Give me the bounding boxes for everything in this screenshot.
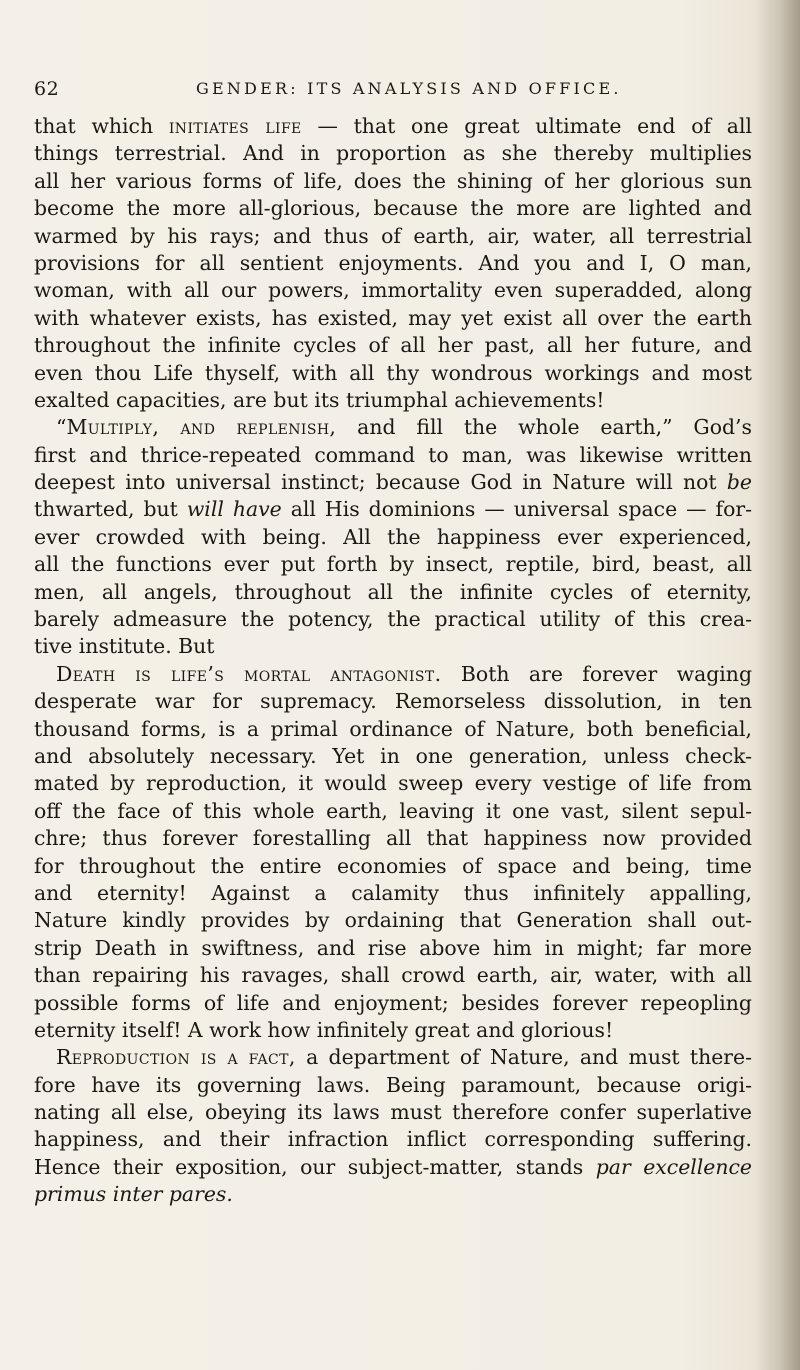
text-line	[34, 195, 752, 222]
text-run: become the more all-glorious, because the more are lighted and	[34, 196, 752, 221]
text-line	[34, 387, 752, 414]
text-run: for throughout the entire economies of space and being, time	[34, 853, 752, 878]
italic-run: will have	[186, 497, 282, 522]
text-run: things terrestrial. And in proportion as she thereby multiplies	[34, 141, 752, 166]
text-line	[34, 1154, 752, 1181]
text-line	[34, 579, 752, 606]
text-run: thwarted, but	[34, 497, 187, 522]
page-gutter-shadow	[754, 0, 800, 1370]
text-line	[34, 633, 752, 660]
text-line	[34, 414, 752, 441]
text-run: throughout the infinite cycles of all her past, all her future, and	[34, 333, 752, 358]
text-run: Hence their exposition, our subject-matter, stands	[34, 1154, 596, 1179]
text-run: that which	[34, 114, 169, 138]
text-run: warmed by his rays; and thus of earth, air, water, all terrestrial	[34, 223, 752, 248]
text-line	[34, 798, 752, 825]
text-run: and fill the whole earth,” God’s	[336, 415, 752, 440]
text-line	[34, 962, 752, 989]
text-run: fore have its governing laws. Being paramount, because origi-	[34, 1072, 752, 1097]
small-caps-run: Death is life’s mortal antagonist.	[56, 661, 442, 686]
text-line	[34, 250, 752, 277]
text-run: all her various forms of life, does the shining of her glorious sun	[34, 168, 752, 193]
text-line	[34, 661, 752, 688]
text-run: Both are forever waging	[441, 661, 752, 686]
text-run: — that one great ultimate end of all	[301, 114, 752, 138]
text-run: thousand forms, is a primal ordinance of Nature, both beneficial,	[34, 716, 752, 741]
text-line	[34, 360, 752, 387]
text-line	[34, 907, 752, 934]
text-line	[34, 277, 752, 304]
text-line	[34, 223, 752, 250]
text-line	[34, 551, 752, 578]
italic-run: be	[726, 470, 752, 495]
text-run: all His dominions — universal space — for-	[281, 497, 752, 522]
text-run: chre; thus forever forestalling all that happiness now provided	[34, 826, 752, 851]
text-run: first and thrice-repeated command to man, was likewise written	[34, 442, 752, 467]
text-run: woman, with all our powers, immortality even superadded, along	[34, 278, 752, 303]
text-run: barely admeasure the potency, the practical utility of this crea-	[34, 607, 752, 632]
small-caps-run: initiates life	[168, 114, 302, 138]
text-run: eternity itself! A work how infinitely great and glorious!	[34, 1017, 614, 1042]
text-line	[34, 496, 752, 523]
text-line	[34, 305, 752, 332]
text-run: even thou Life thyself, with all thy wondrous workings and most	[34, 360, 752, 385]
italic-run: par excellence	[595, 1154, 752, 1179]
text-run: ever crowded with being. All the happiness ever experienced,	[34, 524, 752, 549]
text-run: happiness, and their infraction inflict corresponding suffering.	[34, 1127, 752, 1152]
text-run: tive institute. But	[34, 634, 215, 659]
text-run: men, all angels, throughout all the infinite cycles of eternity,	[34, 579, 752, 604]
text-run: and absolutely necessary. Yet in one generation, unless check-	[34, 743, 752, 768]
text-line	[34, 935, 752, 962]
text-run: mated by reproduction, it would sweep every vestige of life from	[34, 771, 752, 796]
body-text	[34, 113, 752, 1209]
text-line	[34, 113, 752, 140]
text-line	[34, 1181, 752, 1208]
paragraph	[34, 661, 752, 1044]
text-line	[34, 990, 752, 1017]
text-run: possible forms of life and enjoyment; besides forever repeopling	[34, 990, 752, 1015]
text-line	[34, 825, 752, 852]
text-run: nating all else, obeying its laws must therefore confer superlative	[34, 1100, 752, 1125]
text-line	[34, 1099, 752, 1126]
text-run: off the face of this whole earth, leaving it one vast, silent sepul-	[34, 798, 752, 823]
text-run: strip Death in swiftness, and rise above him in might; far more	[34, 935, 752, 960]
text-run: “	[56, 415, 67, 440]
text-line	[34, 140, 752, 167]
small-caps-run: Reproduction is a fact,	[56, 1045, 296, 1070]
text-line	[34, 442, 752, 469]
text-line	[34, 469, 752, 496]
text-run: exalted capacities, are but its triumphal achievements!	[34, 387, 605, 412]
text-line	[34, 606, 752, 633]
text-run: than repairing his ravages, shall crowd earth, air, water, with all	[34, 963, 752, 988]
text-line	[34, 1072, 752, 1099]
text-line	[34, 688, 752, 715]
paragraph	[34, 414, 752, 661]
text-line	[34, 1126, 752, 1153]
small-caps-run: Multiply, and replenish,	[66, 415, 337, 440]
text-line	[34, 743, 752, 770]
text-line	[34, 770, 752, 797]
paragraph	[34, 113, 752, 414]
text-run: a department of Nature, and must there-	[295, 1045, 752, 1070]
text-run: desperate war for supremacy. Remorseless dissolution, in ten	[34, 689, 752, 714]
text-run: deepest into universal instinct; because God in Nature will not	[34, 470, 727, 495]
running-title: GENDER: ITS ANALYSIS AND OFFICE.	[196, 79, 622, 98]
text-line	[34, 332, 752, 359]
text-line	[34, 880, 752, 907]
page-number: 62	[34, 78, 60, 100]
text-run: with whatever exists, has existed, may yet exist all over the earth	[34, 305, 752, 330]
text-run: Nature kindly provides by ordaining that Generation shall out-	[34, 908, 752, 933]
text-line	[34, 1044, 752, 1071]
text-run: and eternity! Against a calamity thus infinitely appalling,	[34, 880, 752, 905]
running-head	[34, 78, 734, 104]
text-line	[34, 168, 752, 195]
text-run: all the functions ever put forth by insect, reptile, bird, beast, all	[34, 552, 752, 577]
paragraph	[34, 1044, 752, 1208]
text-line	[34, 716, 752, 743]
text-line	[34, 524, 752, 551]
text-run: provisions for all sentient enjoyments. And you and I, O man,	[34, 250, 752, 275]
text-line	[34, 1017, 752, 1044]
italic-run: primus inter pares.	[34, 1182, 233, 1207]
text-line	[34, 853, 752, 880]
